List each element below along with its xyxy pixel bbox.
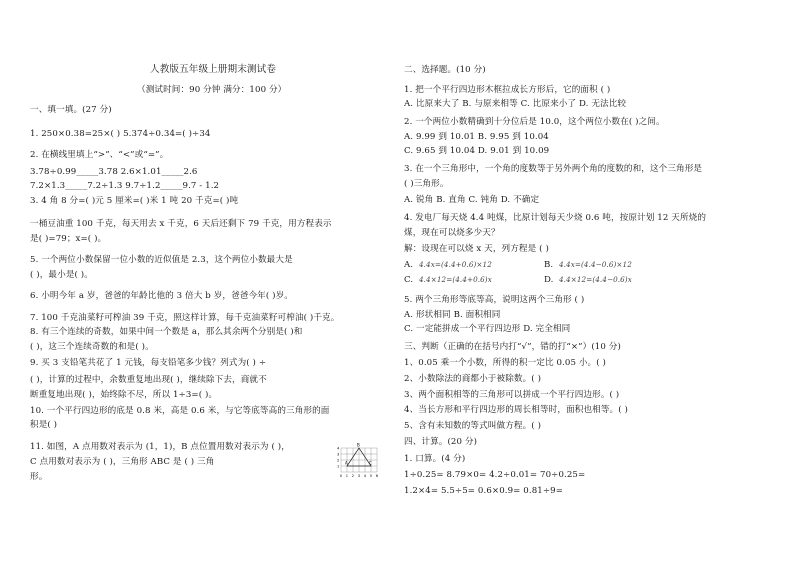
judge-q5: 5、含有未知数的等式叫做方程。( ): [404, 421, 542, 431]
x-tick-label: 5: [369, 474, 373, 478]
point-label: B: [357, 442, 360, 448]
point-label: C: [369, 460, 372, 466]
choice-q2-options-cd: C. 9.65 到 10.04 D. 9.01 到 10.09: [404, 146, 550, 156]
choice-q4-solution: 解：设现在可以烧 x 天，列方程是 ( ): [404, 244, 549, 254]
choice-q4-option-d-equation: 4.4×12=(4.4−0.6)x: [559, 275, 632, 284]
x-tick-label: 0: [339, 474, 343, 478]
x-tick-label: 4: [363, 474, 367, 478]
choice-q1-options: A. 比原来大了 B. 与原来相等 C. 比原来小了 D. 无法比较: [404, 99, 627, 109]
question-8-line-1: 8. 有三个连续的奇数，如果中间一个数是 a，那么其余两个分别是( )和: [30, 327, 303, 337]
choice-q5-options-cd: C. 一定能拼成一个平行四边形 D. 完全相同: [404, 324, 571, 334]
y-tick-label: 2: [337, 458, 340, 463]
section-1-heading: 一、填一填。(27 分): [30, 105, 112, 115]
mental-math-row-1: 1÷0.25= 8.79×0= 4.2÷0.01= 70÷0.25=: [404, 470, 586, 480]
question-8-line-2: ( )，这三个连续奇数的和是( )。: [30, 342, 154, 352]
section-3-heading: 三、判断（正确的在括号内打“√”，错的打“×”）(10 分): [404, 342, 621, 352]
choice-q4-option-b-equation: 4.4x=(4.4−0.6)×12: [559, 260, 632, 269]
choice-q4-option-c-equation: 4.4×12=(4.4+0.6)x: [419, 275, 492, 284]
choice-q5: 5. 两个三角形等底等高，说明这两个三角形 ( ): [404, 295, 585, 305]
choice-q2-options-ab: A. 9.99 到 10.01 B. 9.95 到 10.04: [404, 132, 549, 142]
section-2-heading: 二、选择题。(10 分): [404, 65, 486, 75]
y-tick-label: 1: [337, 464, 340, 469]
x-tick-label: 1: [345, 474, 349, 478]
choice-q4-option-a-equation: 4.4x=(4.4+0.6)×12: [419, 260, 492, 269]
question-5-line-2: ( )，最小是( )。: [30, 270, 93, 280]
page-title: 人教版五年级上册期末测试卷: [150, 64, 277, 75]
choice-q4-option-a-letter: A.: [404, 260, 414, 270]
question-9-line-1: 9. 买 3 支铅笔共花了 1 元钱，每支铅笔多少钱？列式为( ) ÷: [30, 358, 267, 368]
choice-q3-options: A. 锐角 B. 直角 C. 钝角 D. 不确定: [404, 195, 540, 205]
mental-math-row-2: 1.2×4= 5.5÷5= 0.6×0.9= 0.81÷9=: [404, 486, 564, 496]
question-5-line-1: 5. 一个两位小数保留一位小数的近似值是 2.3，这个两位小数最大是: [30, 255, 293, 265]
choice-q1: 1. 把一个平行四边形木框拉成长方形后，它的面积 ( ): [404, 85, 611, 95]
x-tick-label: 6: [375, 474, 379, 478]
triangle-abc: [345, 443, 372, 467]
judge-q1: 1、0.05 乘一个小数，所得的积一定比 0.05 小。( ): [404, 358, 606, 368]
choice-q3-line-2: ( )三角形。: [404, 179, 449, 189]
question-4-line-1: 一桶豆油重 100 千克，每天用去 x 千克，6 天后还剩下 79 千克，用方程表示: [30, 219, 332, 229]
question-11-line-1: 11. 如图，A 点用数对表示为 (1，1)，B 点位置用数对表示为 ( )，: [30, 442, 290, 452]
choice-q5-options-ab: A. 形状相同 B. 面积相同: [404, 310, 501, 320]
question-2: 2. 在横线里填上“>”、“<”或“=”。: [30, 150, 169, 160]
question-9-line-2: ( )，计算的过程中，余数重复地出现( )，继续除下去，商就不: [30, 375, 267, 385]
mental-math-heading: 1. 口算。(4 分): [404, 454, 466, 464]
question-1: 1. 250×0.38=25×( ) 5.374÷0.34=( )÷34: [30, 129, 211, 139]
x-tick-label: 3: [357, 474, 361, 478]
coordinate-grid-figure: [335, 438, 385, 480]
question-7: 7. 100 千克油菜籽可榨油 39 千克，照这样计算，每千克油菜籽可榨油( )千克。: [30, 313, 340, 323]
point-label: A: [345, 460, 348, 466]
question-10-line-2: 积是( ): [30, 420, 58, 430]
judge-q4: 4、当长方形和平行四边形的周长相等时，面积也相等。( ): [404, 405, 628, 415]
choice-q3-line-1: 3. 在一个三角形中，一个角的度数等于另外两个角的度数的和，这个三角形是: [404, 164, 703, 174]
choice-q4-option-d-letter: D.: [544, 275, 554, 285]
question-2-row-1: 3.78÷0.99_____3.78 2.6×1.01_____2.6: [30, 167, 198, 177]
question-9-line-3: 断重复地出现( )，始终除不尽，所以 1÷3=( )。: [30, 390, 218, 400]
choice-q4-option-b-letter: B.: [544, 260, 554, 270]
question-10-line-1: 10. 一个平行四边形的底是 0.8 米，高是 0.6 米，与它等底等高的三角形的面: [30, 406, 330, 416]
question-6: 6. 小明今年 a 岁，爸爸的年龄比他的 3 倍大 b 岁，爸爸今年( )岁。: [30, 291, 294, 301]
choice-q4-line-1: 4. 发电厂每天烧 4.4 吨煤，比原计划每天少烧 0.6 吨，按原计划 12 天所烧的: [404, 213, 707, 223]
section-4-heading: 四、计算。(20 分): [404, 437, 478, 447]
page-subtitle: （测试时间：90 分钟 满分：100 分）: [137, 85, 287, 95]
choice-q2: 2. 一个两位小数精确到十分位后是 10.0，这个两位小数在( )之间。: [404, 117, 665, 127]
question-4-line-2: 是( )=79；x=( )。: [30, 234, 107, 244]
y-tick-label: 4: [337, 446, 340, 451]
question-3: 3. 4 角 8 分=( )元 5 厘米=( )米 1 吨 20 千克=( )吨: [30, 196, 239, 206]
choice-q4-line-2: 煤，现在可以烧多少天？: [404, 228, 500, 238]
question-11-line-2: C 点用数对表示为 ( )，三角形 ABC 是 ( ) 三角: [30, 457, 215, 467]
judge-q3: 3、两个面积相等的三角形可以拼成一个平行四边形。( ): [404, 390, 620, 400]
question-2-row-2: 7.2×1.3_____7.2÷1.3 9.7÷1.2_____9.7 - 1.2: [30, 181, 220, 191]
choice-q4-option-c-letter: C.: [404, 275, 414, 285]
y-tick-label: 3: [337, 452, 340, 457]
judge-q2: 2、小数除法的商都小于被除数。( ): [404, 374, 542, 384]
question-11-line-3: 形。: [30, 472, 48, 482]
x-tick-label: 2: [351, 474, 355, 478]
grid-tick-labels: [337, 446, 379, 478]
